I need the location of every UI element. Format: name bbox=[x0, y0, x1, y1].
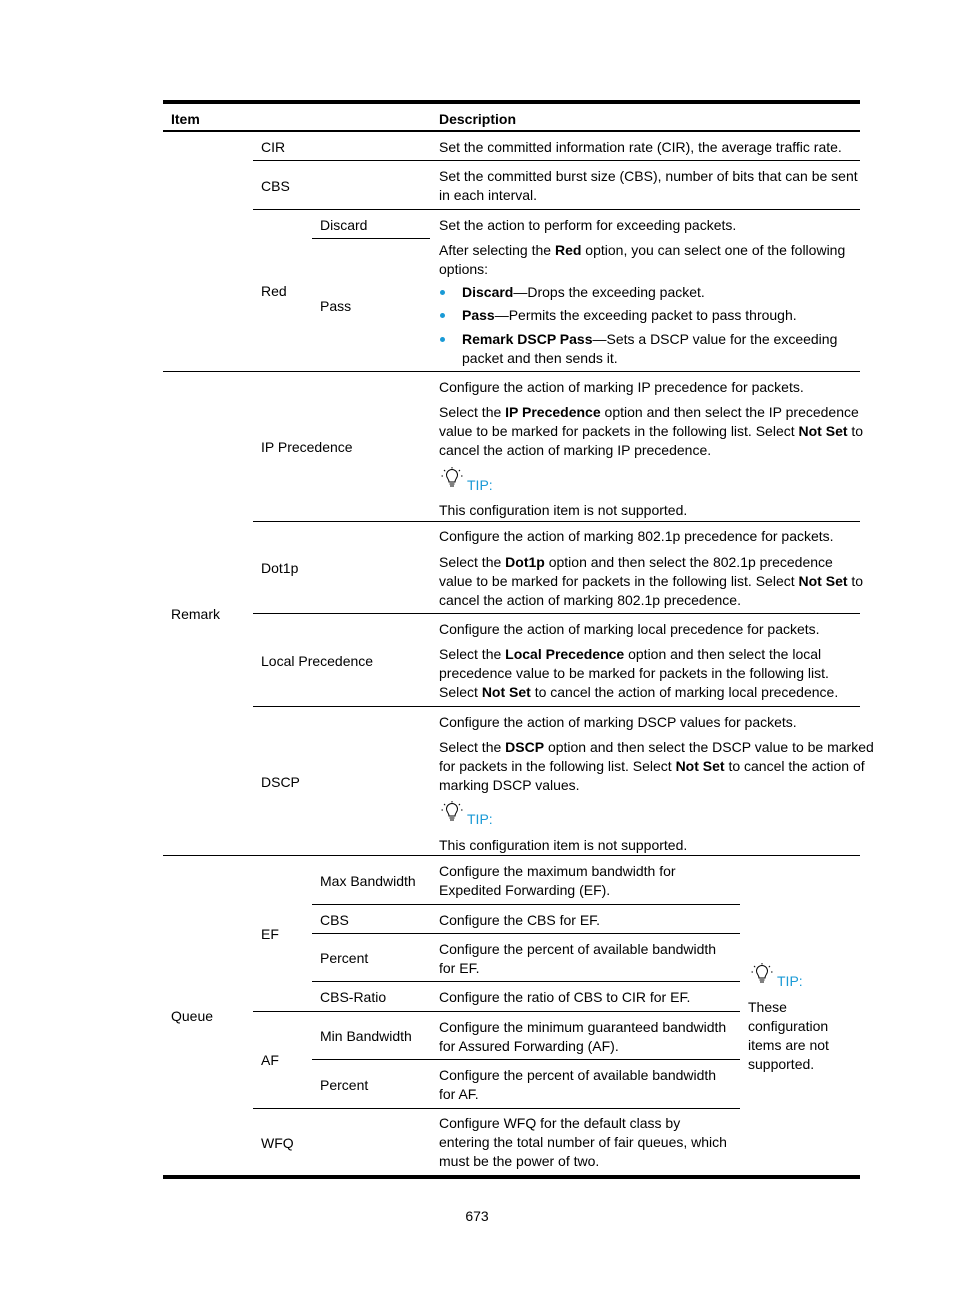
tip-text: These bbox=[748, 999, 787, 1015]
rule bbox=[163, 371, 860, 372]
table-top-rule bbox=[163, 100, 860, 104]
discard-desc: Set the action to perform for exceeding packets. bbox=[439, 217, 737, 233]
rule bbox=[312, 1059, 740, 1060]
cir-label: CIR bbox=[261, 139, 286, 155]
dscp-desc: Select the DSCP option and then select the DSCP value to be marked bbox=[439, 739, 874, 755]
red-label: Red bbox=[261, 283, 287, 299]
ef-cbs-ratio-desc: Configure the ratio of CBS to CIR for EF. bbox=[439, 989, 691, 1005]
wfq-label: WFQ bbox=[261, 1135, 294, 1151]
dscp-desc: Configure the action of marking DSCP values for packets. bbox=[439, 714, 797, 730]
local-desc: precedence value to be marked for packets in the following list. bbox=[439, 665, 829, 681]
rule bbox=[253, 521, 860, 522]
dot1p-desc: cancel the action of marking 802.1p precedence. bbox=[439, 592, 741, 608]
dot1p-desc: Select the Dot1p option and then select the 802.1p precedence bbox=[439, 554, 833, 570]
tip-label: TIP: bbox=[467, 811, 493, 827]
dot1p-label: Dot1p bbox=[261, 560, 299, 576]
af-min-label: Min Bandwidth bbox=[320, 1028, 412, 1044]
table-bottom-rule bbox=[163, 1175, 860, 1179]
local-label: Local Precedence bbox=[261, 653, 374, 669]
ef-percent-label: Percent bbox=[320, 950, 369, 966]
wfq-desc: Configure WFQ for the default class by bbox=[439, 1115, 681, 1131]
dscp-label: DSCP bbox=[261, 774, 300, 790]
af-label: AF bbox=[261, 1052, 279, 1068]
local-desc: Configure the action of marking local precedence for packets. bbox=[439, 621, 820, 637]
rule bbox=[312, 981, 740, 982]
ef-cbs-ratio-label: CBS-Ratio bbox=[320, 989, 387, 1005]
af-percent-desc: Configure the percent of available bandwidth bbox=[439, 1067, 717, 1083]
af-min-desc: for Assured Forwarding (AF). bbox=[439, 1038, 619, 1054]
bullet-item: Remark DSCP Pass—Sets a DSCP value for the exceeding bbox=[462, 331, 838, 347]
dscp-desc: marking DSCP values. bbox=[439, 777, 580, 793]
dot1p-desc: Configure the action of marking 802.1p precedence for packets. bbox=[439, 528, 834, 544]
cbs-desc: Set the committed burst size (CBS), number of bits that can be sent bbox=[439, 168, 858, 184]
ef-percent-desc: for EF. bbox=[439, 960, 480, 976]
af-percent-label: Percent bbox=[320, 1077, 369, 1093]
header-description: Description bbox=[439, 111, 517, 127]
ef-max-label: Max Bandwidth bbox=[320, 873, 416, 889]
queue-label: Queue bbox=[171, 1008, 214, 1024]
ef-max-desc: Expedited Forwarding (EF). bbox=[439, 882, 611, 898]
pass-intro: options: bbox=[439, 261, 489, 277]
rule bbox=[253, 209, 860, 210]
bullet-item: Discard—Drops the exceeding packet. bbox=[462, 284, 705, 300]
ipp-desc: Select the IP Precedence option and then select the IP precedence bbox=[439, 404, 859, 420]
bullet-item: Pass—Permits the exceeding packet to pass through. bbox=[462, 307, 797, 323]
rule bbox=[312, 238, 430, 239]
discard-label: Discard bbox=[320, 217, 368, 233]
tip-text: supported. bbox=[748, 1056, 815, 1072]
tip-label: TIP: bbox=[467, 477, 493, 493]
rule bbox=[253, 613, 860, 614]
local-desc: Select the Local Precedence option and then select the local bbox=[439, 646, 822, 662]
ipp-label: IP Precedence bbox=[261, 439, 353, 455]
lightbulb-icon bbox=[751, 963, 773, 985]
ipp-desc: value to be marked for packets in the following list. Select Not Set to bbox=[439, 423, 864, 439]
rule bbox=[253, 160, 860, 161]
tip-text: items are not bbox=[748, 1037, 829, 1053]
cbs-desc: in each interval. bbox=[439, 187, 538, 203]
lightbulb-icon bbox=[441, 801, 463, 823]
rule bbox=[163, 855, 860, 856]
pass-intro: After selecting the Red option, you can select one of the following bbox=[439, 242, 846, 258]
cir-desc: Set the committed information rate (CIR), the average traffic rate. bbox=[439, 139, 842, 155]
wfq-desc: entering the total number of fair queues, which bbox=[439, 1134, 727, 1150]
ef-max-desc: Configure the maximum bandwidth for bbox=[439, 863, 676, 879]
bullet-item: packet and then sends it. bbox=[462, 350, 618, 366]
tip-label: TIP: bbox=[777, 973, 803, 989]
ipp-desc: Configure the action of marking IP precedence for packets. bbox=[439, 379, 804, 395]
wfq-desc: must be the power of two. bbox=[439, 1153, 600, 1169]
bullet bbox=[440, 313, 445, 318]
af-min-desc: Configure the minimum guaranteed bandwidth bbox=[439, 1019, 727, 1035]
rule bbox=[253, 706, 860, 707]
local-desc: Select Not Set to cancel the action of marking local precedence. bbox=[439, 684, 839, 700]
ef-cbs-desc: Configure the CBS for EF. bbox=[439, 912, 601, 928]
rule bbox=[253, 1011, 740, 1012]
bullet bbox=[440, 290, 445, 295]
ef-cbs-label: CBS bbox=[320, 912, 349, 928]
af-percent-desc: for AF. bbox=[439, 1086, 479, 1102]
rule bbox=[312, 904, 740, 905]
ipp-desc: cancel the action of marking IP precedence. bbox=[439, 442, 712, 458]
header-rule bbox=[163, 130, 860, 132]
cbs-label: CBS bbox=[261, 178, 290, 194]
tip-text: This configuration item is not supported. bbox=[439, 502, 688, 518]
lightbulb-icon bbox=[441, 467, 463, 489]
rule bbox=[253, 1108, 740, 1109]
bullet bbox=[440, 337, 445, 342]
tip-text: This configuration item is not supported. bbox=[439, 837, 688, 853]
pass-label: Pass bbox=[320, 298, 352, 314]
dscp-desc: for packets in the following list. Select Not Set to cancel the action of bbox=[439, 758, 865, 774]
rule bbox=[312, 933, 740, 934]
tip-text: configuration bbox=[748, 1018, 829, 1034]
page-number: 673 bbox=[465, 1208, 489, 1224]
dot1p-desc: value to be marked for packets in the following list. Select Not Set to bbox=[439, 573, 864, 589]
header-item: Item bbox=[171, 111, 200, 127]
ef-percent-desc: Configure the percent of available bandwidth bbox=[439, 941, 717, 957]
remark-label: Remark bbox=[171, 606, 221, 622]
ef-label: EF bbox=[261, 926, 279, 942]
